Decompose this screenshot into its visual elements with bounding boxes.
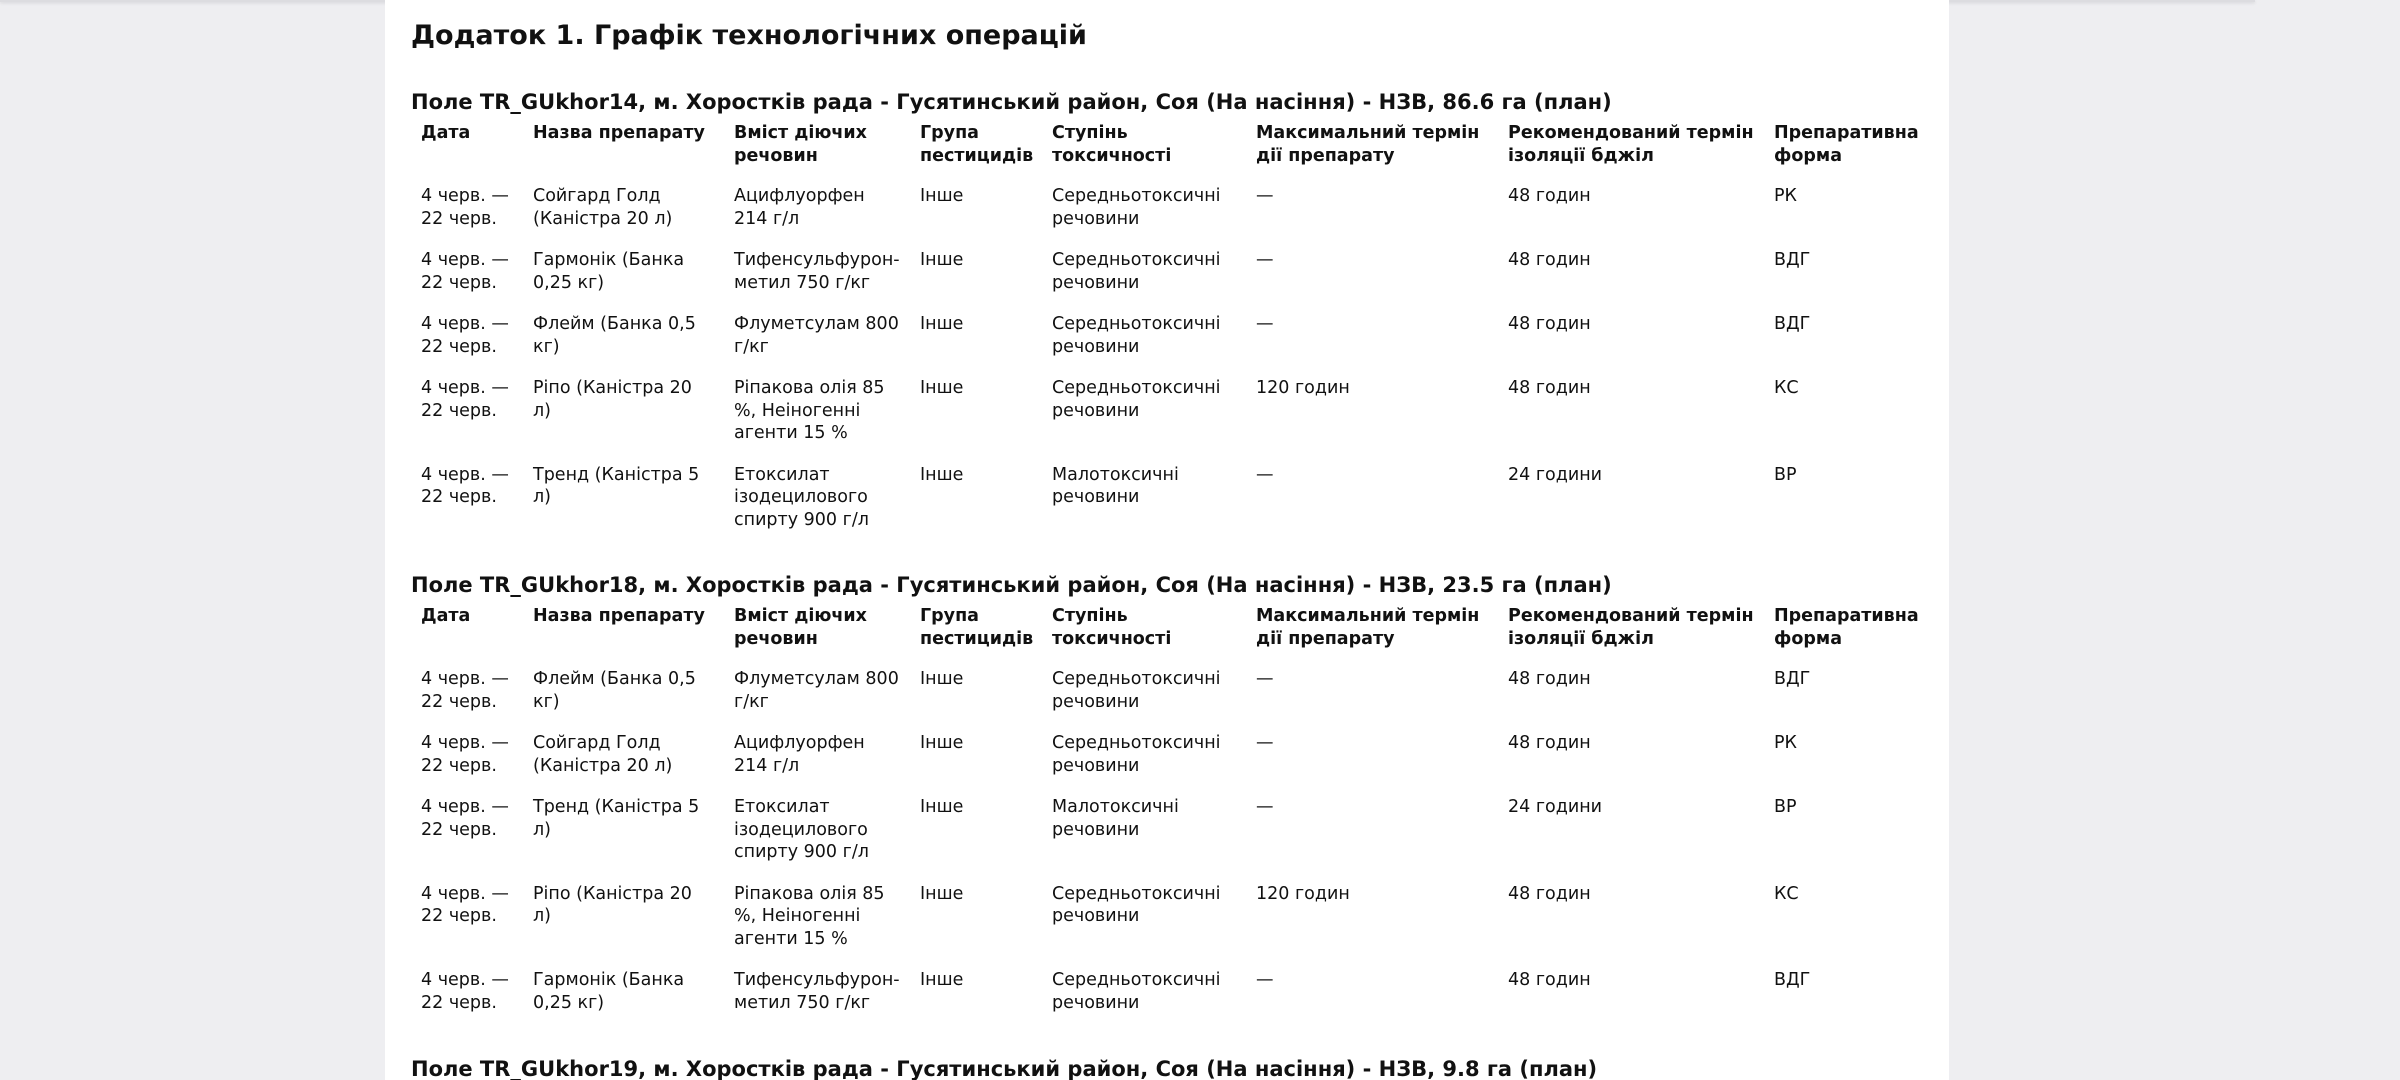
table-row <box>411 377 1923 464</box>
cell-max-duration: — <box>1256 970 1274 990</box>
cell-formulation: ВДГ <box>1774 250 1811 270</box>
cell-max-duration: — <box>1256 314 1274 334</box>
cell-pesticide-group: Інше <box>920 733 964 753</box>
cell-pesticide-group: Інше <box>920 464 964 485</box>
column-header-bee-isolation: Рекомендований термін ізоляції бджіл <box>1508 123 1754 166</box>
cell-toxicity: Середньотоксичні речовини <box>1052 314 1221 357</box>
table-row <box>411 668 1923 732</box>
cell-formulation: ВДГ <box>1774 314 1811 334</box>
cell-max-duration: — <box>1256 733 1274 753</box>
table-row <box>411 969 1923 1033</box>
cell-active-ingredients: Флуметсулам 800 г/кг <box>734 314 899 357</box>
cell-toxicity: Середньотоксичні речовини <box>1052 970 1221 1013</box>
cell-date: 4 черв. — 22 черв. <box>421 464 509 507</box>
cell-bee-isolation: 48 годин <box>1508 970 1591 990</box>
column-header-formulation: Препаративна форма <box>1774 606 1919 649</box>
table-row <box>411 185 1923 249</box>
cell-toxicity: Середньотоксичні речовини <box>1052 733 1221 776</box>
cell-max-duration: 120 годин <box>1256 378 1350 398</box>
column-header-product-name: Назва препарату <box>533 606 705 626</box>
column-header-max-duration: Максимальний термін дії препарату <box>1256 123 1480 166</box>
column-header-pesticide-group: Група пестицидів <box>920 123 1034 166</box>
cell-toxicity: Середньотоксичні речовини <box>1052 250 1221 293</box>
cell-formulation: ВР <box>1774 797 1797 817</box>
cell-active-ingredients: Етоксилат ізодецилового спирту 900 г/л <box>734 797 869 862</box>
operations-table <box>411 122 1923 550</box>
operations-table <box>411 605 1923 1033</box>
cell-max-duration: — <box>1256 797 1274 817</box>
cell-bee-isolation: 48 годин <box>1508 250 1591 270</box>
cell-formulation: КС <box>1774 378 1799 398</box>
table-row <box>411 249 1923 313</box>
table-row <box>411 464 1923 551</box>
table-row <box>411 313 1923 377</box>
column-header-active-ingredients: Вміст діючих речовин <box>734 123 867 166</box>
cell-product-name: Гармонік (Банка 0,25 кг) <box>533 250 685 293</box>
cell-product-name: Флейм (Банка 0,5 кг) <box>533 669 696 712</box>
cell-date: 4 черв. — 22 черв. <box>421 378 509 421</box>
cell-bee-isolation: 48 годин <box>1508 669 1591 689</box>
cell-max-duration: — <box>1256 669 1274 689</box>
cell-formulation: ВР <box>1774 464 1797 485</box>
cell-toxicity: Малотоксичні речовини <box>1052 797 1179 840</box>
cell-bee-isolation: 24 години <box>1508 797 1603 817</box>
column-header-date: Дата <box>421 606 471 626</box>
document-content <box>385 0 1949 1080</box>
column-header-date: Дата <box>421 123 471 143</box>
cell-pesticide-group: Інше <box>920 669 964 689</box>
cell-toxicity: Малотоксичні речовини <box>1052 464 1179 507</box>
cell-toxicity: Середньотоксичні речовини <box>1052 378 1221 421</box>
column-header-product-name: Назва препарату <box>533 123 705 143</box>
cell-product-name: Ріпо (Каністра 20 л) <box>533 883 692 926</box>
cell-pesticide-group: Інше <box>920 186 964 206</box>
cell-active-ingredients: Ацифлуорфен 214 г/л <box>734 733 865 776</box>
table-row <box>411 732 1923 796</box>
column-header-toxicity: Ступінь токсичності <box>1052 123 1172 166</box>
column-header-active-ingredients: Вміст діючих речовин <box>734 606 867 649</box>
cell-max-duration: — <box>1256 186 1274 206</box>
field-title: Поле TR_GUkhor19, м. Хоростків рада - Гусятинський район, Соя (На насіння) - НЗВ, 9.8 га (план) <box>411 1057 1598 1080</box>
cell-bee-isolation: 24 години <box>1508 464 1603 485</box>
column-header-bee-isolation: Рекомендований термін ізоляції бджіл <box>1508 606 1754 649</box>
cell-formulation: ВДГ <box>1774 970 1811 990</box>
cell-date: 4 черв. — 22 черв. <box>421 314 509 357</box>
cell-date: 4 черв. — 22 черв. <box>421 797 509 840</box>
cell-date: 4 черв. — 22 черв. <box>421 669 509 712</box>
column-header-toxicity: Ступінь токсичності <box>1052 606 1172 649</box>
column-header-max-duration: Максимальний термін дії препарату <box>1256 606 1480 649</box>
cell-active-ingredients: Ацифлуорфен 214 г/л <box>734 186 865 229</box>
cell-active-ingredients: Флуметсулам 800 г/кг <box>734 669 899 712</box>
cell-date: 4 черв. — 22 черв. <box>421 250 509 293</box>
field-title: Поле TR_GUkhor14, м. Хоростків рада - Гусятинський район, Соя (На насіння) - НЗВ, 86.6 га (план) <box>411 90 1612 114</box>
field-title: Поле TR_GUkhor18, м. Хоростків рада - Гусятинський район, Соя (На насіння) - НЗВ, 23.5 га (план) <box>411 573 1612 597</box>
cell-bee-isolation: 48 годин <box>1508 733 1591 753</box>
cell-active-ingredients: Етоксилат ізодецилового спирту 900 г/л <box>734 464 869 530</box>
column-header-formulation: Препаративна форма <box>1774 123 1919 166</box>
cell-formulation: РК <box>1774 186 1797 206</box>
cell-product-name: Тренд (Каністра 5 л) <box>533 797 700 840</box>
cell-date: 4 черв. — 22 черв. <box>421 733 509 776</box>
cell-product-name: Сойгард Голд (Каністра 20 л) <box>533 186 673 229</box>
cell-active-ingredients: Ріпакова олія 85 %, Неіногенні агенти 15 % <box>734 883 885 949</box>
cell-pesticide-group: Інше <box>920 970 964 990</box>
cell-max-duration: 120 годин <box>1256 883 1350 904</box>
cell-date: 4 черв. — 22 черв. <box>421 883 509 926</box>
cell-product-name: Флейм (Банка 0,5 кг) <box>533 314 696 357</box>
cell-date: 4 черв. — 22 черв. <box>421 186 509 229</box>
cell-max-duration: — <box>1256 250 1274 270</box>
table-row <box>411 796 1923 883</box>
cell-pesticide-group: Інше <box>920 250 964 270</box>
cell-formulation: ВДГ <box>1774 669 1811 689</box>
column-header-pesticide-group: Група пестицидів <box>920 606 1034 649</box>
cell-toxicity: Середньотоксичні речовини <box>1052 186 1221 229</box>
cell-product-name: Гармонік (Банка 0,25 кг) <box>533 970 685 1013</box>
cell-pesticide-group: Інше <box>920 883 964 904</box>
document-page <box>385 0 1949 1080</box>
cell-active-ingredients: Ріпакова олія 85 %, Неіногенні агенти 15 % <box>734 378 885 443</box>
cell-max-duration: — <box>1256 464 1274 485</box>
cell-formulation: КС <box>1774 883 1799 904</box>
cell-date: 4 черв. — 22 черв. <box>421 970 509 1013</box>
page-title: Додаток 1. Графік технологічних операцій <box>411 20 1087 51</box>
table-header-row <box>411 122 1923 185</box>
table-header-row <box>411 605 1923 668</box>
cell-pesticide-group: Інше <box>920 797 964 817</box>
cell-product-name: Ріпо (Каністра 20 л) <box>533 378 692 421</box>
cell-bee-isolation: 48 годин <box>1508 378 1591 398</box>
cell-bee-isolation: 48 годин <box>1508 883 1591 904</box>
cell-formulation: РК <box>1774 733 1797 753</box>
cell-product-name: Тренд (Каністра 5 л) <box>533 464 700 507</box>
table-row <box>411 883 1923 970</box>
cell-active-ingredients: Тифенсульфурон-метил 750 г/кг <box>734 970 900 1013</box>
cell-product-name: Сойгард Голд (Каністра 20 л) <box>533 733 673 776</box>
cell-pesticide-group: Інше <box>920 378 964 398</box>
cell-bee-isolation: 48 годин <box>1508 314 1591 334</box>
cell-toxicity: Середньотоксичні речовини <box>1052 669 1221 712</box>
cell-toxicity: Середньотоксичні речовини <box>1052 883 1221 926</box>
cell-bee-isolation: 48 годин <box>1508 186 1591 206</box>
cell-pesticide-group: Інше <box>920 314 964 334</box>
cell-active-ingredients: Тифенсульфурон-метил 750 г/кг <box>734 250 900 293</box>
